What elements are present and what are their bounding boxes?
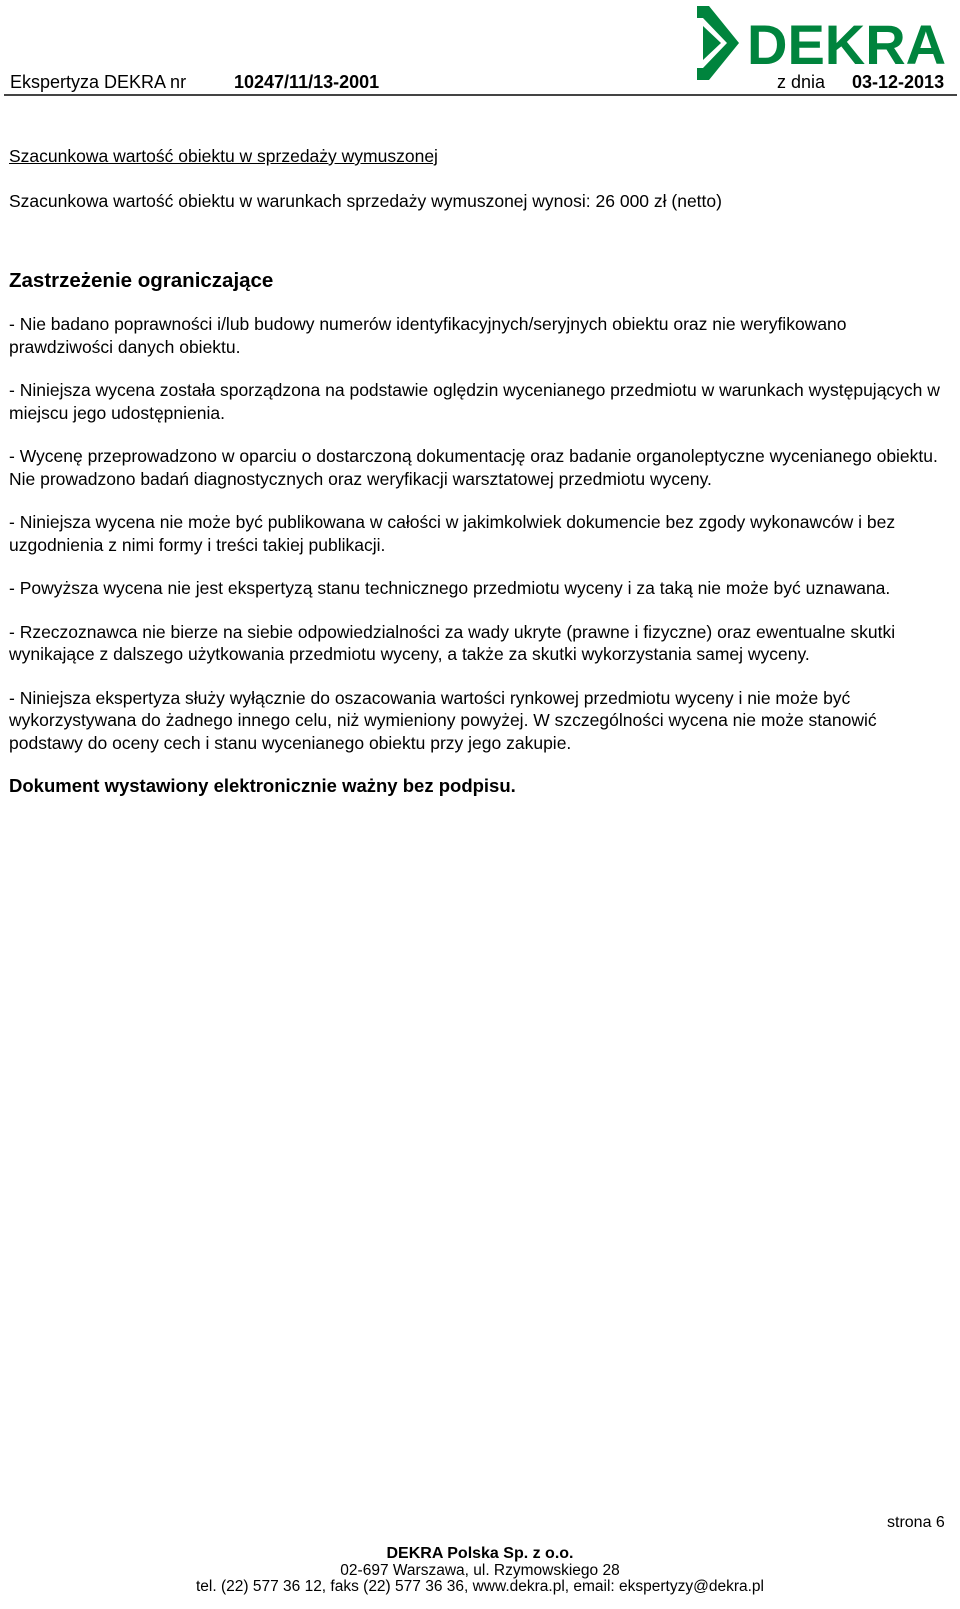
electronic-document-note: Dokument wystawiony elektronicznie ważny bez podpisu. (9, 775, 516, 796)
expertise-number-label: Ekspertyza DEKRA nr (10, 72, 187, 92)
restriction-item: - Powyższa wycena nie jest ekspertyzą stanu technicznego przedmiotu wyceny i za taką nie może być uznawana. (9, 578, 891, 598)
footer-company: DEKRA Polska Sp. z o.o. (386, 1545, 574, 1562)
footer-contact: tel. (22) 577 36 12, faks (22) 577 36 36, www.dekra.pl, email: ekspertyzy@dekra.pl (196, 1578, 764, 1595)
restriction-item: - Wycenę przeprowadzono w oparciu o dostarczoną dokumentację oraz badanie organoleptyczne wycenianego obiektu. Nie prowadzono badań diagnostycznych oraz weryfikacji warsztatowej przedmiotu wyceny. (9, 446, 938, 489)
header-divider (4, 94, 957, 96)
document-body (9, 140, 949, 798)
page-label: strona (887, 1514, 932, 1531)
dekra-logo (697, 6, 957, 80)
restriction-item: - Niniejsza wycena nie może być publikowana w całości w jakimkolwiek dokumencie bez zgody wykonawców i bez uzgodnienia z nimi formy i treści takiej publikacji. (9, 512, 896, 555)
date-label: z dnia (777, 72, 826, 92)
dekra-logo-text: DEKRA (747, 13, 947, 76)
document-footer (0, 1546, 960, 1596)
page-value: 6 (935, 1514, 945, 1531)
document-date: 03-12-2013 (852, 72, 945, 92)
footer-address: 02-697 Warszawa, ul. Rzymowskiego 28 (340, 1561, 620, 1579)
restrictions-heading: Zastrzeżenie ograniczające (9, 269, 274, 292)
restriction-item: - Nie badano poprawności i/lub budowy numerów identyfikacyjnych/seryjnych obiektu oraz nie weryfikowano prawdziwości danych obiektu. (9, 314, 847, 357)
restriction-item: - Niniejsza ekspertyza służy wyłącznie do oszacowania wartości rynkowej przedmiotu wyceny i nie może być wykorzystywana do żadnego innego celu, niż wymieniony powyżej. W szczególności wycena nie może stanowić podstawy do oceny cech i stanu wycenianego obiektu przy jego zakupie. (9, 687, 877, 753)
valuation-statement: Szacunkowa wartość obiektu w warunkach sprzedaży wymuszonej wynosi: 26 000 zł (netto) (9, 190, 722, 211)
page-number (887, 1514, 945, 1532)
section-title: Szacunkowa wartość obiektu w sprzedaży wymuszonej (9, 146, 438, 166)
restriction-item: - Niniejsza wycena została sporządzona na podstawie oględzin wycenianego przedmiotu w warunkach występujących w miejscu jego udostępnienia. (9, 380, 940, 423)
restriction-item: - Rzeczoznawca nie bierze na siebie odpowiedzialności za wady ukryte (prawne i fizyczne) oraz ewentualne skutki wynikające z dalszego użytkowania przedmiotu wyceny, a także za skutki wykorzystania samej wyceny. (9, 621, 896, 664)
expertise-number: 10247/11/13-2001 (234, 72, 380, 92)
